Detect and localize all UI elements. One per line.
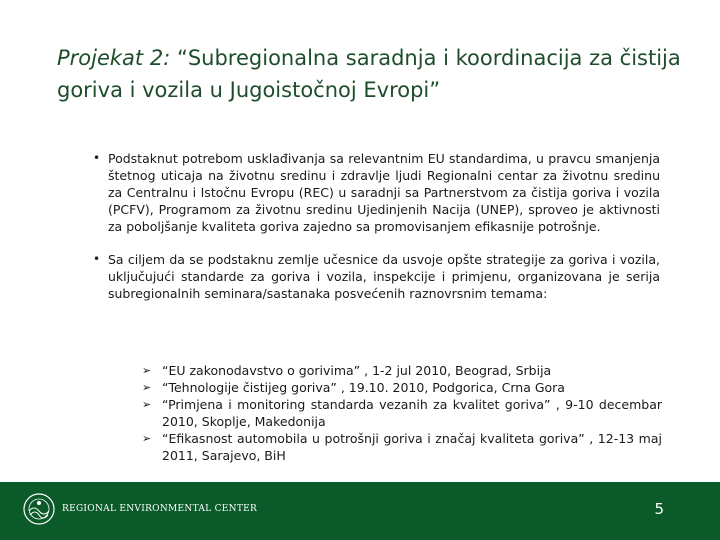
page-number: 5	[654, 500, 664, 518]
rec-logo-icon	[22, 492, 56, 526]
project-label: Projekat 2:	[57, 46, 171, 70]
arrow-bullet-icon: ➢	[142, 432, 152, 445]
arrow-bullet-icon: ➢	[142, 381, 152, 394]
seminar-list	[142, 362, 662, 464]
seminar-item	[142, 362, 662, 379]
bullet-text: Sa ciljem da se podstaknu zemlje učesnice da usvoje opšte strategije za goriva i vozila, uključujući standarde za goriva i vozila, inspekcije i primjenu, organizovana je serija subregionalnih seminara/sastanaka posvećenih raznovrsnim temama:	[108, 252, 660, 301]
bullet-dot-icon: •	[93, 252, 101, 266]
seminar-item	[142, 379, 662, 396]
slide-title	[57, 42, 687, 106]
arrow-bullet-icon: ➢	[142, 364, 152, 377]
seminar-item	[142, 430, 662, 464]
footer-bar	[0, 482, 720, 540]
seminar-text: “EU zakonodavstvo o gorivima” , 1-2 jul 2010, Beograd, Srbija	[162, 363, 552, 378]
arrow-bullet-icon: ➢	[142, 398, 152, 411]
bullet-text: Podstaknut potrebom usklađivanja sa relevantnim EU standardima, u pravcu smanjenja štetnog uticaja na životnu sredinu i zdravlje ljudi Regionalni centar za životnu sredinu za Centralnu i Istočnu Evropu (REC) u saradnji sa Partnerstvom za čistija goriva i vozila (PCFV), Programom za životnu sredinu Ujedinjenih Nacija (UNEP), sproveo je aktivnosti za poboljšanje kvaliteta goriva zajedno sa promovisanjem efikasnije potrošnje.	[108, 151, 660, 234]
project-name: “Subregionalna saradnja i koordinacija za čistija goriva i vozila u Jugoistočnoj Evropi”	[57, 46, 681, 102]
bullet-item	[93, 251, 660, 302]
seminar-text: “Tehnologije čistijeg goriva” , 19.10. 2010, Podgorica, Crna Gora	[162, 380, 565, 395]
seminar-text: “Primjena i monitoring standarda vezanih za kvalitet goriva” , 9-10 decembar 2010, Skoplje, Makedonija	[162, 397, 662, 429]
seminar-item	[142, 396, 662, 430]
bullet-list	[93, 150, 660, 318]
bullet-item	[93, 150, 660, 235]
seminar-text: “Efikasnost automobila u potrošnji goriva i značaj kvaliteta goriva” , 12-13 maj 2011, Sarajevo, BiH	[162, 431, 662, 463]
bullet-dot-icon: •	[93, 151, 101, 165]
organization-name: REGIONAL ENVIRONMENTAL CENTER	[62, 504, 258, 514]
